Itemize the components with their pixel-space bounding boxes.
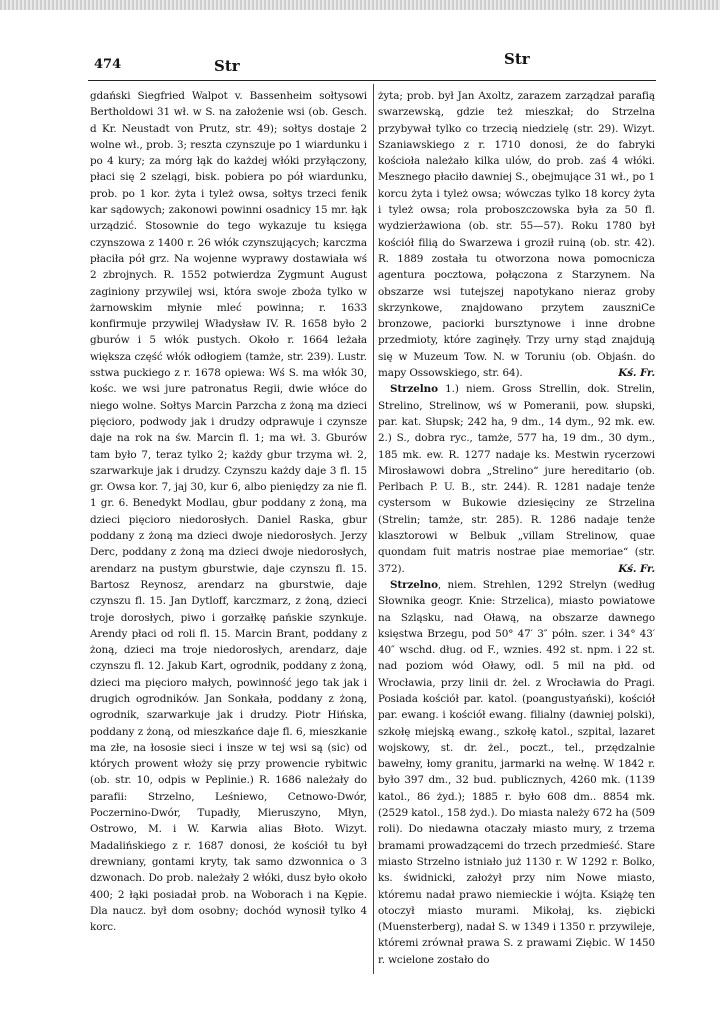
right-column xyxy=(378,88,655,968)
entry-headword: Strzelno xyxy=(390,383,438,396)
left-column xyxy=(90,88,367,935)
scan-top-edge xyxy=(0,0,720,10)
author-signature: Kś. Fr. xyxy=(618,562,655,575)
page-number: 474 xyxy=(94,57,122,72)
entry-strzelno-1 xyxy=(378,381,655,577)
running-head-right: Str xyxy=(504,50,530,68)
author-signature: Kś. Fr. xyxy=(618,367,655,380)
entry-body: 1.) niem. Gross Strellin, dok. Strelin, Strelino, Strelinow, wś w Pomeranii, pow. słupski, par. kat. Słupsk; 242 ha, 9 dm., 14 dym., 92 mk. ew. 2.) S., dobra ryc., tamże, 577 ha, 19 dm., 30 dym., 185 mk. ew. R. 1277 nadaje ks. Mestwin rycerzowi Mirosławowi dobra „Strelino“ jure hereditario (ob. Perlbach P. U. B., str. 244). R. 1281 nadaje tenże cystersom w Bukowie dziesięciny ze Strzelina (Strelin; tamże, str. 285). R. 1286 nadaje tenże klasztorowi w Belbuk „villam Strelinow, quae quondam fuit matris nostrae piae memoriae“ (str. 372). xyxy=(378,383,656,575)
entry-body: , niem. Strehlen, 1292 Strelyn (według Słownika geogr. Knie: Strzelica), miasto powiatowe na Szląsku, nad Oławą, na obszarze dawnego księstwa Brzegu, pod 50° 47′ 3″ półn. szer. i 34° 43′ 40″ wschd. dług. od F., wznies. 492 st. npm. i 22 st. nad poziom wód Oławy, odl. 5 mil na płd. od Wrocławia, przy linii dr. żel. z Wrocławia do Pragi. Posiada kościół par. katol. (poangustyański), kościół par. ewang. i kościół ewang. filialny (dawniej polski), szkołę miejską ewang., szkołę katol., szpital, lazaret wojskowy, st. dr. żel., poczt., tel., przędzalnie bawełny, łomy granitu, jarmarki na wełnę. W 1842 r. było 397 dm., 32 bud. publicznych, 4260 mk. (1139 katol., 86 żyd.); 1885 r. było 608 dm.. 8854 mk. (2529 katol., 158 żyd.). Do miasta należy 672 ha (509 roli). Do niedawna otaczały miasto mury, z trzema bramami prowadzącemi do trzech przedmieść. Stare miasto Strzelno istniało już 1130 r. W 1292 r. Bolko, ks. świdnicki, założył przy nim Nowe miasto, któremu nadał prawo niemieckie i wójta. Książę ten otoczył miasto murami. Mikołaj, ks. ziębicki (Muensterberg), nadał S. w 1349 i 1350 r. przywileje, któremi zrównał prawa S. z prawami Ziębic. W 1450 r. wcielone zostało do xyxy=(378,578,655,966)
entry-continuation-text: żyta; prob. był Jan Axoltz, zarazem zarządzał parafią swarzewską, gdzie też mieszkał; do Strzelna przybywał tylko co trzecią niedzielę (str. 29). Wizyt. Szaniawskiego z r. 1710 donosi, że do fabryki kościoła należało kilka ulów, do prob. zaś 4 włóki. Mesznego płaciło dawniej S., obejmujące 31 wł., po 1 korcu żyta i tyleż owsa; wówczas tylko 18 korcy żyta i tyleż owsa; rola proboszczowska była za 50 fl. wydzierżawiona (ob. str. 55—57). Roku 1780 był kościół filią do Swarzewa i groził ruiną (ob. str. 42). R. 1889 została tu otworzona nowa pomocnicza agentura pocztowa, połączona z Starzynem. Na obszarze wsi tutejszej napotykano nieraz groby skrzynkowe, znajdowano przytem zauszniCe bronzowe, paciorki bursztynowe i inne drobne przedmioty, które zaginęły. Trzy urny stąd znajdują się w Muzeum Tow. N. w Toruniu (ob. Objaśn. do mapy Ossowskiego, str. 64). xyxy=(378,90,655,380)
entry-headword: Strzelno xyxy=(390,578,438,591)
left-column-text: gdański Siegfried Walpot v. Bassenheim sołtysowi Bertholdowi 31 wł. w S. na założenie wsi (ob. Gesch. d Kr. Neustadt von Prutz, str. 49); sołtys dostaje 2 wolne wł., prob. 3; reszta czynszuje po 1 wiardunku i po 4 kury; za mórg łąk do każdej włóki przyłączony, płaci się 2 szelągi, bisk. pobiera po pół wiardunku, prob. po 1 kor. żyta i tyleż owsa, sołtys trzeci fenik kar sądowych; zakonowi powinni osadnicy 15 mr. łąk urządzić. Stosownie do tego wykazuje tu księga czynszowa z 1400 r. 26 włók czynszujących; karczma płaciła pół grz. Na wojenne wyprawy dostawiała wś 2 zbrojnych. R. 1552 potwierdza Zygmunt August zaginiony przywilej wsi, która swoje zboża tylko w żarnowskim młynie mleć powinna; r. 1633 konfirmuje przywilej Władysław IV. R. 1658 było 2 gburów i 5 włók pustych. Około r. 1664 leżała większa część włók odłogiem (tamże, str. 239). Lustr. sstwa puckiego z r. 1678 opiewa: Wś S. ma włók 30, kośc. we wsi jure patronatus Regii, dwie włóce do niego wolne. Sołtys Marcin Parzcha z żoną ma dzieci pięcioro, podwody jak i drudzy odprawuje i czynsze daje na rok na św. Marcin fl. 1; ma wł. 3. Gburów tam było 7, teraz tylko 2; każdy gbur trzyma wł. 2, szarwarkuje jak i drudzy. Czynszu każdy daje 3 fl. 15 gr. Owsa kor. 7, jaj 30, kur 6, albo pieniędzy za nie fl. 1 gr. 6. Benedykt Modlau, gbur poddany z żoną, ma dzieci pięcioro niedorosłych. Daniel Raska, gbur poddany z żoną ma dzieci dwoje niedorosłych. Jerzy Derc, poddany z żoną ma dzieci dwoje niedorosłych, arendarz na pustym gburstwie, daje czynszu fl. 15. Bartosz Reynosz, arendarz na gburstwie, daje czynszu fl. 15. Jan Dytloff, karczmarz, z żoną, dzieci troje dorosłych, piwo i gorzałkę pańskie szynkuje. Arendy płaci od roli fl. 15. Marcin Brant, poddany z żoną, dzieci ma troje niedorosłych, arendarz, daje czynszu fl. 12. Jakub Kart, ogrodnik, poddany z żoną, dzieci ma pięcioro małych, powinność jego tak jak i drugich ogrodników. Jan Sonkała, poddany z żoną, ogrodnik, szarwarkuje jak i drudzy. Piotr Hińska, poddany z żoną, od mieszkańce daje fl. 6, mieszkanie ma złe, na łososie sieci i insze w tej wsi są (sic) od których prowent włoży się przy prowencie rybitwic (ob. str. 10, odpis w Peplinie.) R. 1686 należały do parafii: Strzelno, Leśniewo, Cetnowo-Dwór, Poczernino-Dwór, Tupadły, Mieruszyno, Młyn, Ostrowo, M. i W. Karwia alias Błoto. Wizyt. Madalińskiego z r. 1687 donosi, że kościół tu był drewniany, gontami kryty, tak samo dzwonnica o 3 dzwonach. Do prob. należały 2 włóki, dusz było około 400; 2 łąki posiadał prob. na Woborach i na Kępie. Dla naucz. był dom osobny; dochód wynosił tylko 4 korc. xyxy=(90,90,367,934)
column-divider xyxy=(373,84,374,974)
entry-strzelno-2 xyxy=(378,577,655,968)
running-head-left: Str xyxy=(214,57,240,75)
entry-continuation xyxy=(378,88,655,381)
header-rule xyxy=(88,80,656,81)
